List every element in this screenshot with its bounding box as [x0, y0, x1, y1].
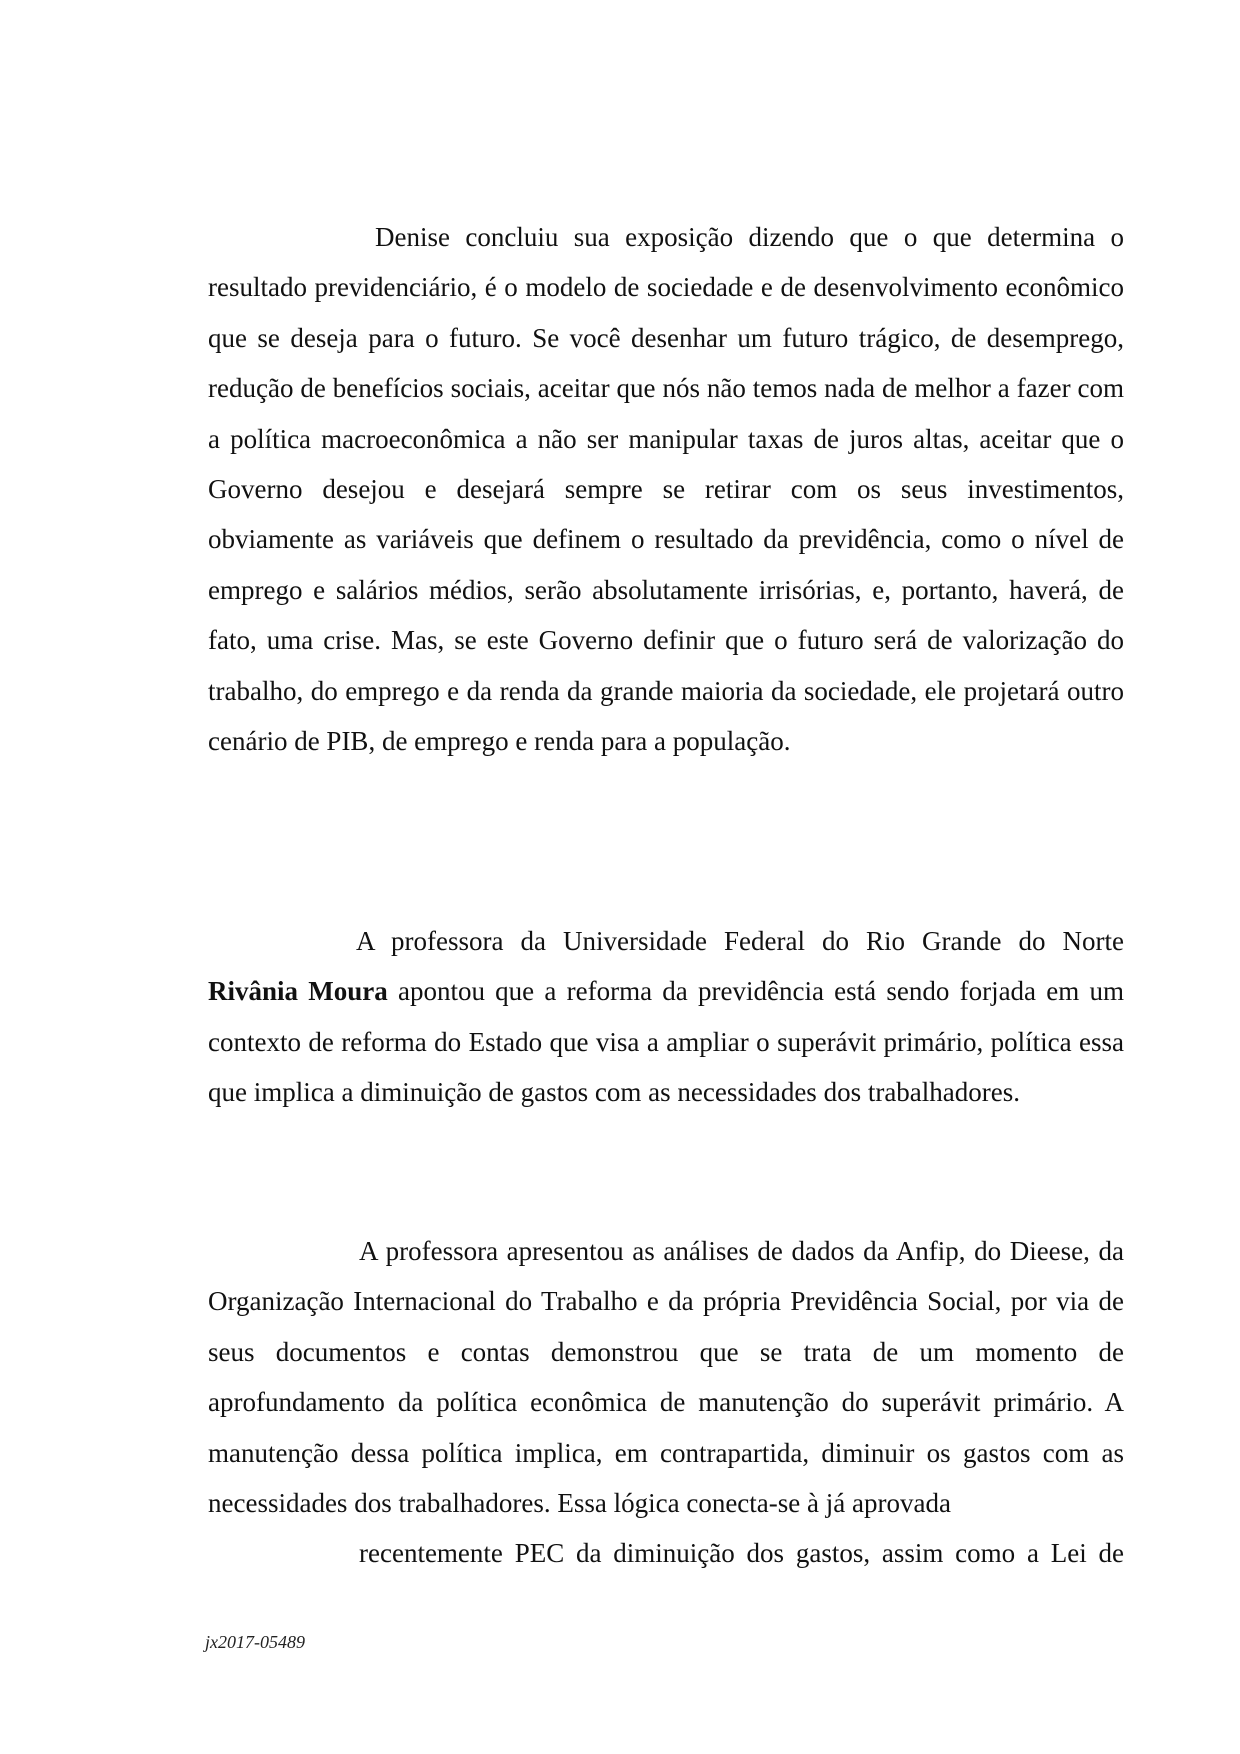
- speaker-name: Rivânia Moura: [208, 976, 388, 1007]
- document-code: jx2017-05489: [205, 1632, 305, 1652]
- paragraph-intro-text: A professora da Universidade Federal do Rio Grande do Norte: [356, 926, 1124, 956]
- paragraph-professor-analysis: [208, 1226, 1124, 1579]
- paragraph-continuation-text: apontou que a reforma da previdência está sendo forjada em um contexto de reforma do Estado que visa a ampliar o superávit primário, política essa que implica a diminuição de gastos com as necessidades dos trabalhadores.: [208, 976, 1124, 1108]
- paragraph-rivania-moura: [208, 916, 1124, 1118]
- paragraph-last-line: recentemente PEC da diminuição dos gastos, assim como a Lei de: [359, 1538, 1124, 1569]
- paragraph-denise-conclusion: Denise concluiu sua exposição dizendo que o que determina o resultado previdenciário, é o modelo de sociedade e de desenvolvimento econômico que se deseja para o futuro. Se você desenhar um futuro trágico, de desemprego, redução de benefícios sociais, aceitar que nós não temos nada de melhor a fazer com a política macroeconômica a não ser manipular taxas de juros altas, aceitar que o Governo desejou e desejará sempre se retirar com os seus investimentos, obviamente as variáveis que definem o resultado da previdência, como o nível de emprego e salários médios, serão absolutamente irrisórias, e, portanto, haverá, de fato, uma crise. Mas, se este Governo definir que o futuro será de valorização do trabalho, do emprego e da renda da grande maioria da sociedade, ele projetará outro cenário de PIB, de emprego e renda para a população.: [208, 222, 1124, 757]
- paragraph-main-text: A professora apresentou as análises de dados da Anfip, do Dieese, da Organização Internacional do Trabalho e da própria Previdência Social, por via de seus documentos e contas demonstrou que se trata de um momento de aprofundamento da política econômica de manutenção do superávit primário. A manutenção dessa política implica, em contrapartida, diminuir os gastos com as necessidades dos trabalhadores. Essa lógica conecta-se à já aprovada: [208, 1236, 1124, 1519]
